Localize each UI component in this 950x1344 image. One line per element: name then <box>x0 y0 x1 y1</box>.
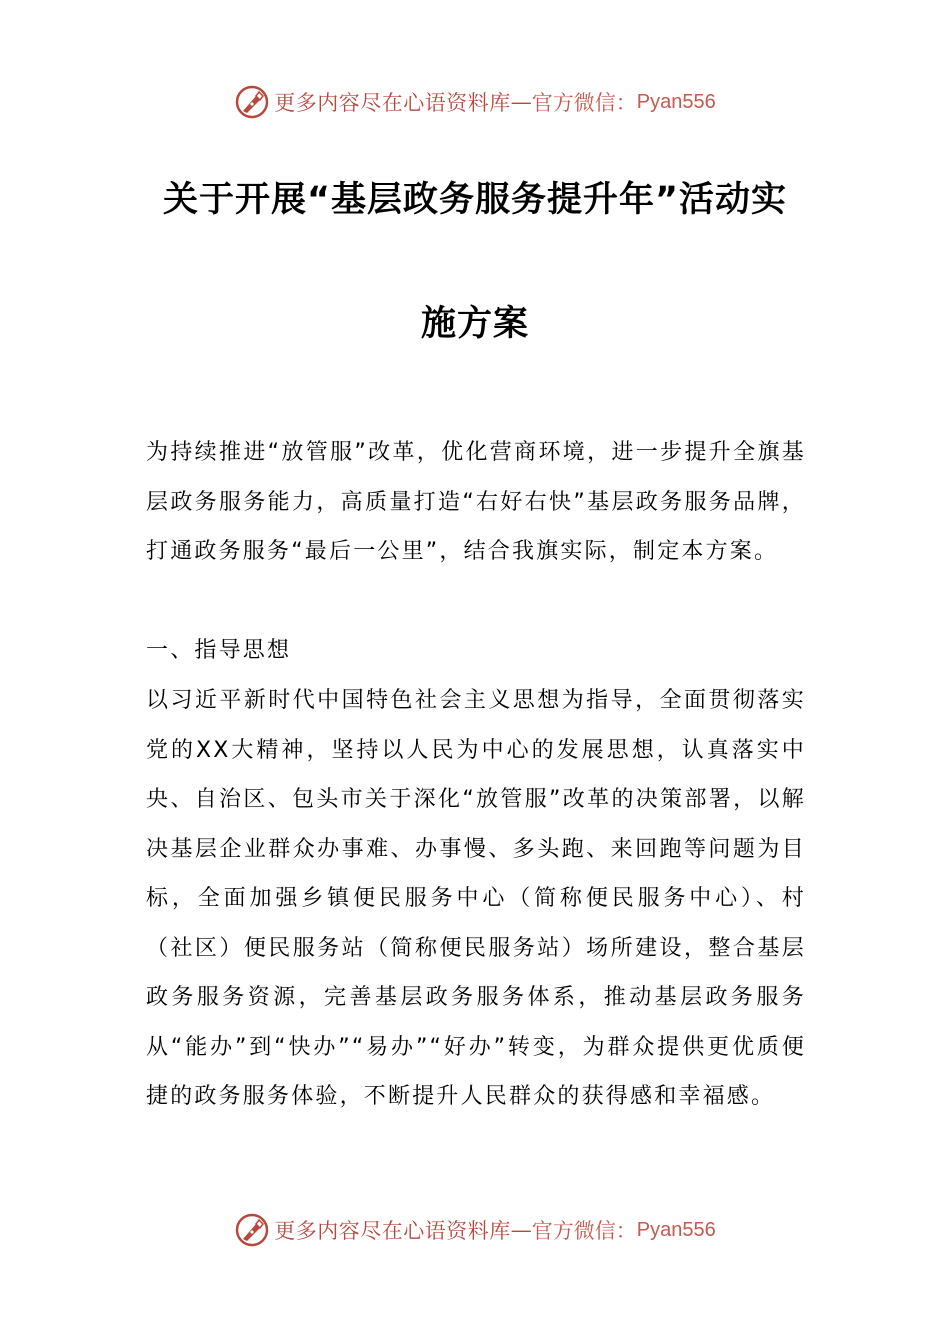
intro-paragraph: 为持续推进“放管服”改革，优化营商环境，进一步提升全旗基层政务服务能力，高质量打造“右好右快”基层政务服务品牌，打通政务服务“最后一公里”，结合我旗实际，制定本方案。 <box>146 440 806 564</box>
document-title-line-2: 施方案 <box>420 304 529 344</box>
section-heading-guiding-ideology: 一、指导思想 <box>146 638 292 663</box>
banner-dash: — <box>510 1218 532 1242</box>
banner-wechat-id: Pyan556 <box>636 90 716 113</box>
pen-nib-logo-icon <box>234 1212 270 1248</box>
banner-dash: — <box>510 90 532 114</box>
pen-nib-logo-icon <box>234 84 270 120</box>
banner-wechat-id: Pyan556 <box>636 1218 716 1241</box>
banner-sub-text: 官方微信： <box>531 1219 637 1243</box>
banner-sub-text: 官方微信： <box>531 91 637 115</box>
banner-brand-text: 更多内容尽在心语资料库 <box>274 91 511 115</box>
document-title-line-1: 关于开展“基层政务服务提升年”活动实 <box>162 180 787 220</box>
footer-watermark-banner <box>0 1210 950 1250</box>
banner-brand-text: 更多内容尽在心语资料库 <box>274 1219 511 1243</box>
header-watermark-banner <box>0 82 950 122</box>
guiding-ideology-paragraph: 以习近平新时代中国特色社会主义思想为指导，全面贯彻落实党的XX大精神，坚持以人民为中心的发展思想，认真落实中央、自治区、包头市关于深化“放管服”改革的决策部署，以解决基层企业群众办事难、办事慢、多头跑、来回跑等问题为目标，全面加强乡镇便民服务中心（简称便民服务中心）、村（社区）便民服务站（简称便民服务站）场所建设，整合基层政务服务资源，完善基层政务服务体系，推动基层政务服务从“能办”到“快办”“易办”“好办”转变，为群众提供更优质便捷的政务服务体验，不断提升人民群众的获得感和幸福感。 <box>146 688 806 1109</box>
